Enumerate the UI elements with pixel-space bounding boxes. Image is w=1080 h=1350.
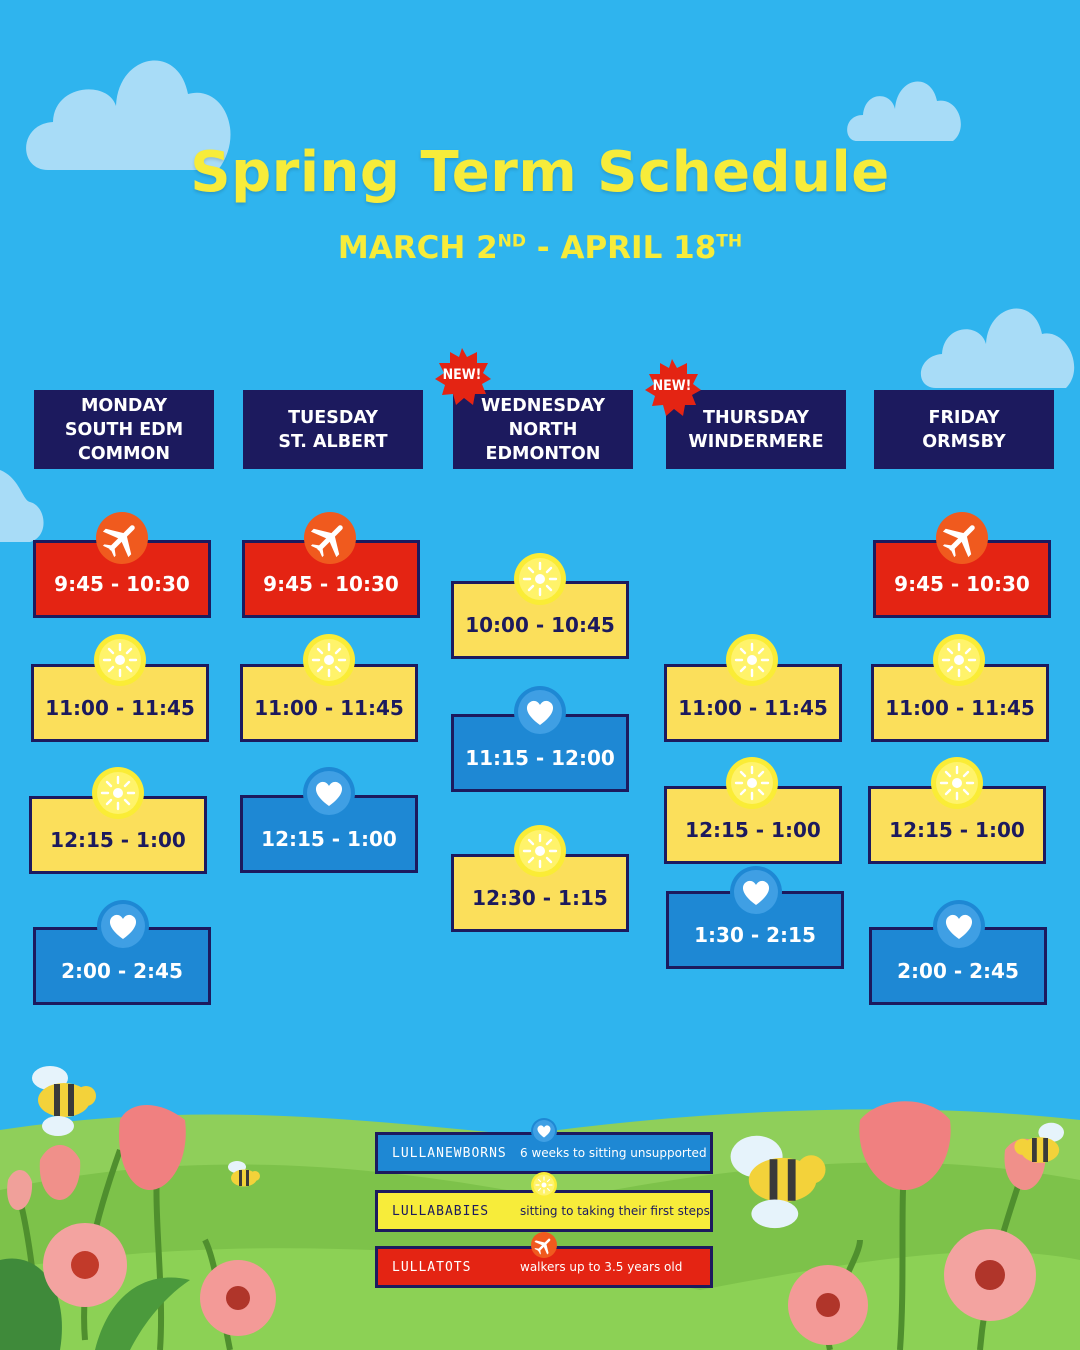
day-name: TUESDAY — [288, 407, 378, 428]
heart-icon — [531, 1118, 557, 1144]
sun-icon — [726, 757, 778, 809]
sun-icon — [514, 553, 566, 605]
slot-time: 9:45 - 10:30 — [894, 572, 1030, 596]
slot-time: 12:15 - 1:00 — [889, 818, 1025, 842]
slot-time: 9:45 - 10:30 — [54, 572, 190, 596]
end-date: APRIL 18 — [560, 230, 717, 266]
legend-program-desc: 6 weeks to sitting unsupported — [520, 1146, 707, 1160]
cloud-mid-right — [916, 298, 1080, 390]
day-name: MONDAY — [80, 395, 167, 416]
airplane-icon — [96, 512, 148, 564]
airplane-icon — [304, 512, 356, 564]
flower-icon — [944, 1229, 1036, 1321]
day-location: SOUTH EDM — [64, 419, 184, 440]
day-location: WINDERMERE — [688, 431, 824, 452]
start-date-suffix: ND — [497, 231, 527, 252]
sun-icon — [933, 634, 985, 686]
day-location: NORTH — [508, 419, 578, 440]
heart-icon — [730, 866, 782, 918]
airplane-icon — [936, 512, 988, 564]
slot-time: 12:30 - 1:15 — [472, 886, 608, 910]
legend-program-name: LULLANEWBORNS — [392, 1145, 507, 1161]
legend-program-desc: walkers up to 3.5 years old — [520, 1260, 683, 1274]
slot-time: 12:15 - 1:00 — [50, 828, 186, 852]
sun-icon — [303, 634, 355, 686]
day-location-line2: COMMON — [77, 443, 171, 464]
sun-icon — [726, 634, 778, 686]
end-date-suffix: TH — [716, 231, 743, 252]
slot-time: 11:00 - 11:45 — [45, 696, 195, 720]
term-dates — [0, 230, 1080, 266]
day-location: ORMSBY — [922, 431, 1006, 452]
legend-program-name: LULLABABIES — [392, 1203, 490, 1219]
slot-time: 11:15 - 12:00 — [465, 746, 615, 770]
legend-program-name: LULLATOTS — [392, 1259, 472, 1275]
heart-icon — [514, 686, 566, 738]
slot-time: 11:00 - 11:45 — [885, 696, 1035, 720]
day-header-friday — [874, 390, 1054, 469]
new-badge-wednesday — [433, 348, 491, 406]
day-name: WEDNESDAY — [480, 395, 606, 416]
day-name: FRIDAY — [928, 407, 1000, 428]
page-title: Spring Term Schedule — [190, 140, 890, 205]
day-header-monday — [34, 390, 214, 469]
legend-program-desc: sitting to taking their first steps — [520, 1204, 710, 1218]
slot-time: 11:00 - 11:45 — [254, 696, 404, 720]
day-location: ST. ALBERT — [278, 431, 388, 452]
new-badge-text: NEW! — [652, 378, 692, 394]
sun-icon — [514, 825, 566, 877]
new-badge-text: NEW! — [442, 367, 482, 383]
slot-time: 2:00 - 2:45 — [61, 959, 183, 983]
slot-time: 10:00 - 10:45 — [465, 613, 615, 637]
cloud-left-edge — [0, 470, 46, 544]
slot-time: 2:00 - 2:45 — [897, 959, 1019, 983]
airplane-icon — [531, 1232, 557, 1258]
sun-icon — [931, 757, 983, 809]
day-header-tuesday — [243, 390, 423, 469]
slot-time: 11:00 - 11:45 — [678, 696, 828, 720]
flower-icon — [788, 1265, 868, 1345]
sun-icon — [92, 767, 144, 819]
day-location-line2: EDMONTON — [485, 443, 601, 464]
slot-time: 12:15 - 1:00 — [685, 818, 821, 842]
heart-icon — [933, 900, 985, 952]
slot-time: 1:30 - 2:15 — [694, 923, 816, 947]
slot-time: 12:15 - 1:00 — [261, 827, 397, 851]
heart-icon — [97, 900, 149, 952]
start-date: MARCH 2 — [337, 230, 498, 266]
slot-time: 9:45 - 10:30 — [263, 572, 399, 596]
flower-icon — [200, 1260, 276, 1336]
heart-icon — [303, 767, 355, 819]
sun-icon — [531, 1172, 557, 1198]
flower-icon — [43, 1223, 127, 1307]
sun-icon — [94, 634, 146, 686]
new-badge-thursday — [643, 359, 701, 417]
cloud-top-right — [843, 73, 967, 143]
date-separator: - — [526, 230, 561, 266]
day-name: THURSDAY — [703, 407, 809, 428]
